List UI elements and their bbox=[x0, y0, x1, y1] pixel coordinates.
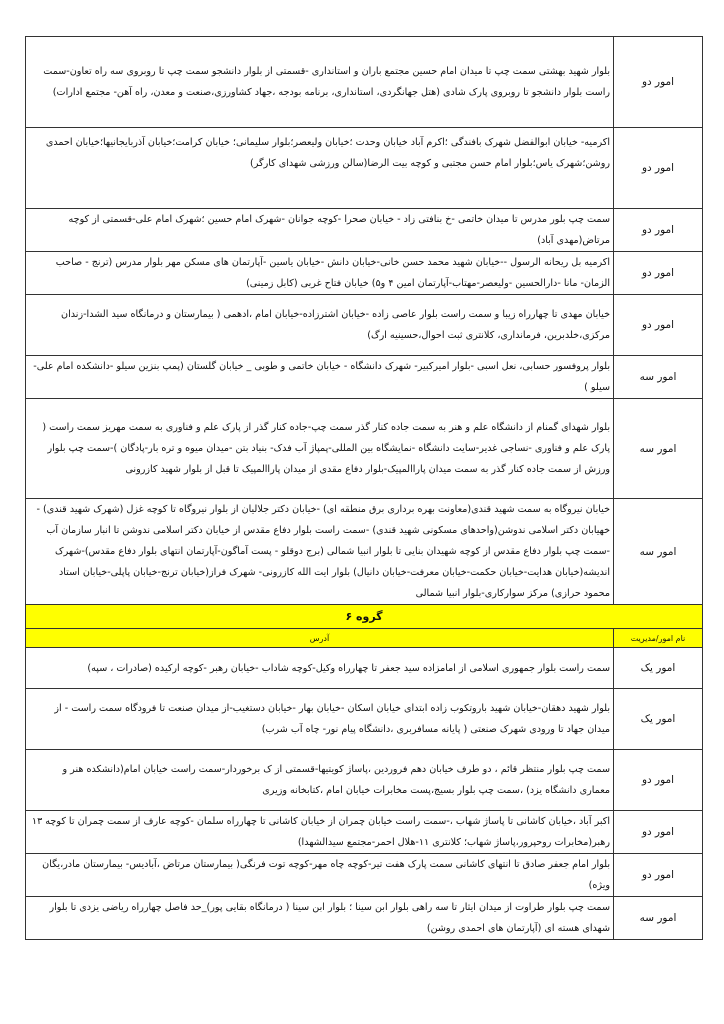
unit-name: امور یک bbox=[614, 689, 703, 750]
address-cell: اکرمیه- خیابان ابوالفضل شهرک بافندگی ؛اکرم آباد خیابان وحدت ؛خیابان ولیعصر؛بلوار سلیمانی؛ خیابان کرامت؛خیابان آذربایجانیها؛خیابان احمدی روشن؛شهرک یاس؛بلوار امام حسن مجتبی و کوچه بیت الرضا(سالن ورزشی شهدای کارگر) bbox=[26, 128, 614, 209]
address-cell: سمت چپ بلوار طراوت از میدان ایثار تا سه راهی بلوار ابن سینا ؛ بلوار ابن سینا ( درمانگاه بقایی پور)_حد فاصل چهارراه ریاضی یزدی تا بلوار شهدای هسته ای (آپارتمان های احمدی روشن) bbox=[26, 897, 614, 940]
address-cell: اکبر آباد ،خیابان کاشانی تا پاساژ شهاب ،-سمت راست خیابان چمران از خیابان کاشانی تا چهارراه سلمان -کوچه عارف از سمت چمران تا کوچه ۱۳ رهبر(مخابرات روحپرور،پاساژ شهاب؛ کلانتری ۱۱-هلال احمر-مجتمع سیدالشهدا) bbox=[26, 811, 614, 854]
unit-name: امور دو bbox=[614, 37, 703, 128]
unit-name: امور دو bbox=[614, 128, 703, 209]
address-cell: اکرمیه بل ریحانه الرسول --خیابان شهید محمد حسن خانی-خیابان دانش -خیابان یاسین -آپارتمان های مسکن مهر بلوار مدرس (ترنج - صاحب الزمان- مانا -دارالحسین -ولیعصر-مهتاب-آپارتمان امین ۴ و۵) خیابان فتاح غربی (کابل زمینی) bbox=[26, 252, 614, 295]
table-row bbox=[26, 750, 703, 811]
address-cell: خیابان نیروگاه به سمت شهید قندی(معاونت بهره برداری برق منطقه ای) -خیابان دکتر جلالیان از بلوار نیروگاه تا کوچه غزل (شهرک شهید قندی) - خهیابان دکتر اسلامی ندوشن(واحدهای مسکونی شهید قندی) -سمت راست بلوار دفاع مقدس از خیابان دکتر اسلامی ندوشن تا انبار سازمان آب -سمت چپ بلوار دفاع مقدس از کوچه شهیدان بنایی تا بلوار انبیا شمالی (برج دوقلو - پست آماگون-آپارتمان انتهای بلوار دفاع مقدس)-شهرک اندیشه(خیابان هدایت-خیابان حکمت-خیابان معرفت-خیابان دانیال) بلوار ایت الله کازرونی- شهرک فراز(خیابان ترنج-خیابان پاپلی-خیابان استاد محمود حرازی) مرکز سوارکاری-بلوار انبیا شمالی bbox=[26, 499, 614, 605]
address-cell: بلوار امام جعفر صادق تا انتهای کاشانی سمت پارک هفت تیر-کوچه چاه مهر-کوچه توت فرنگی( بیمارستان مرتاض ،آبادیس- بیمارستان مادر،یگان ویژه) bbox=[26, 854, 614, 897]
unit-name: امور دو bbox=[614, 750, 703, 811]
table-row bbox=[26, 252, 703, 295]
group-title-row bbox=[26, 605, 703, 629]
address-cell: بلوار پروفسور حسابی، نعل اسبی -بلوار امیرکبیر- شهرک دانشگاه - خیابان خاتمی و طوبی _ خیابان گلستان (پمپ بنزین سیلو -دانشکده امام علی-سیلو ) bbox=[26, 356, 614, 399]
unit-column-header: نام امور/مدیریت bbox=[614, 629, 703, 648]
address-table bbox=[25, 36, 703, 940]
address-cell: بلوار شهید دهقان-خیابان شهید باروتکوب زاده ابتدای خیابان اسکان -خیابان بهار -خیابان دستغیب-از میدان صنعت تا فرودگاه سمت راست - از میدان جهاد تا ورودی شهرک صنعتی ( پایانه مسافربری ،دانشگاه پیام نور- چاه آب شرب) bbox=[26, 689, 614, 750]
unit-name: امور سه bbox=[614, 356, 703, 399]
column-header-row bbox=[26, 629, 703, 648]
table-row bbox=[26, 356, 703, 399]
table-row bbox=[26, 37, 703, 128]
table-row bbox=[26, 399, 703, 499]
unit-name: امور دو bbox=[614, 295, 703, 356]
address-cell: بلوار شهدای گمنام از دانشگاه علم و هنر به سمت جاده کنار گذر سمت چپ-جاده کنار گذر از پارک علم و فناوری به سمت مهریز سمت راست ( پارک علم و فناوری -نساجی غدیر-سایت دانشگاه -نمایشگاه بین المللی-پمپاژ آب فدک- بنیاد بتن -میدان میوه و تره بار-پادگان )-سمت چپ بلوار ورزش از سمت جاده کنار گذر به سمت میدان پاراالمپیک-بلوار دفاع مقدی از میدان پاراالمپیک تا قبل از بلوار شهید کازرونی bbox=[26, 399, 614, 499]
unit-name: امور دو bbox=[614, 854, 703, 897]
table-row bbox=[26, 209, 703, 252]
outage-schedule-document bbox=[25, 36, 703, 940]
unit-name: امور یک bbox=[614, 648, 703, 689]
unit-name: امور سه bbox=[614, 897, 703, 940]
address-cell: سمت راست بلوار جمهوری اسلامی از امامزاده سید جعفر تا چهارراه وکیل-کوچه شاداب -خیابان رهبر -کوچه ارکیده (صادرات ، سپه) bbox=[26, 648, 614, 689]
table-row bbox=[26, 811, 703, 854]
unit-name: امور سه bbox=[614, 499, 703, 605]
table-row bbox=[26, 854, 703, 897]
address-cell: خیابان مهدی تا چهارراه زیبا و سمت راست بلوار عاصی زاده -خیابان اشترزاده-خیابان امام ،ادهمی ( بیمارستان و درمانگاه سید الشدا-زندان مرکزی،خلدبرین، فرمانداری، کلانتری ثبت احوال،حسینیه ارگ) bbox=[26, 295, 614, 356]
unit-name: امور دو bbox=[614, 252, 703, 295]
address-column-header: آدرس bbox=[26, 629, 614, 648]
table-row bbox=[26, 499, 703, 605]
group-title: گروه ۶ bbox=[26, 605, 703, 629]
table-row bbox=[26, 689, 703, 750]
address-cell: سمت چپ بلوار منتظر قائم ، دو طرف خیابان دهم فروردین ،پاساژ کویتیها-قسمتی از ک برخوردار-سمت راست خیابان امام(دانشکده هنر و معماری دانشگاه یزد) ،سمت چپ بلوار بسیج،پست مخابرات خیابان امام ،کتابخانه وزیری bbox=[26, 750, 614, 811]
table-row bbox=[26, 648, 703, 689]
address-cell: سمت چپ بلور مدرس تا میدان خاتمی -خ بنافتی زاد - خیابان صحرا -کوچه جوانان -شهرک امام حسین ؛شهرک امام علی-قسمتی از کوچه مرتاض(مهدی آباد) bbox=[26, 209, 614, 252]
unit-name: امور دو bbox=[614, 209, 703, 252]
table-row bbox=[26, 897, 703, 940]
table-row bbox=[26, 295, 703, 356]
unit-name: امور سه bbox=[614, 399, 703, 499]
table-row bbox=[26, 128, 703, 209]
unit-name: امور دو bbox=[614, 811, 703, 854]
address-cell: بلوار شهید بهشتی سمت چپ تا میدان امام حسین مجتمع باران و استانداری -قسمتی از بلوار دانشجو سمت چپ تا روبروی سه راه تعاون-سمت راست بلوار دانشجو تا روبروی پارک شادی (هتل جهانگردی، استانداری، برنامه بودجه ،جهاد کشاورزی،صنعت و معدن، راه آهن- مجتمع ادارات) bbox=[26, 37, 614, 128]
